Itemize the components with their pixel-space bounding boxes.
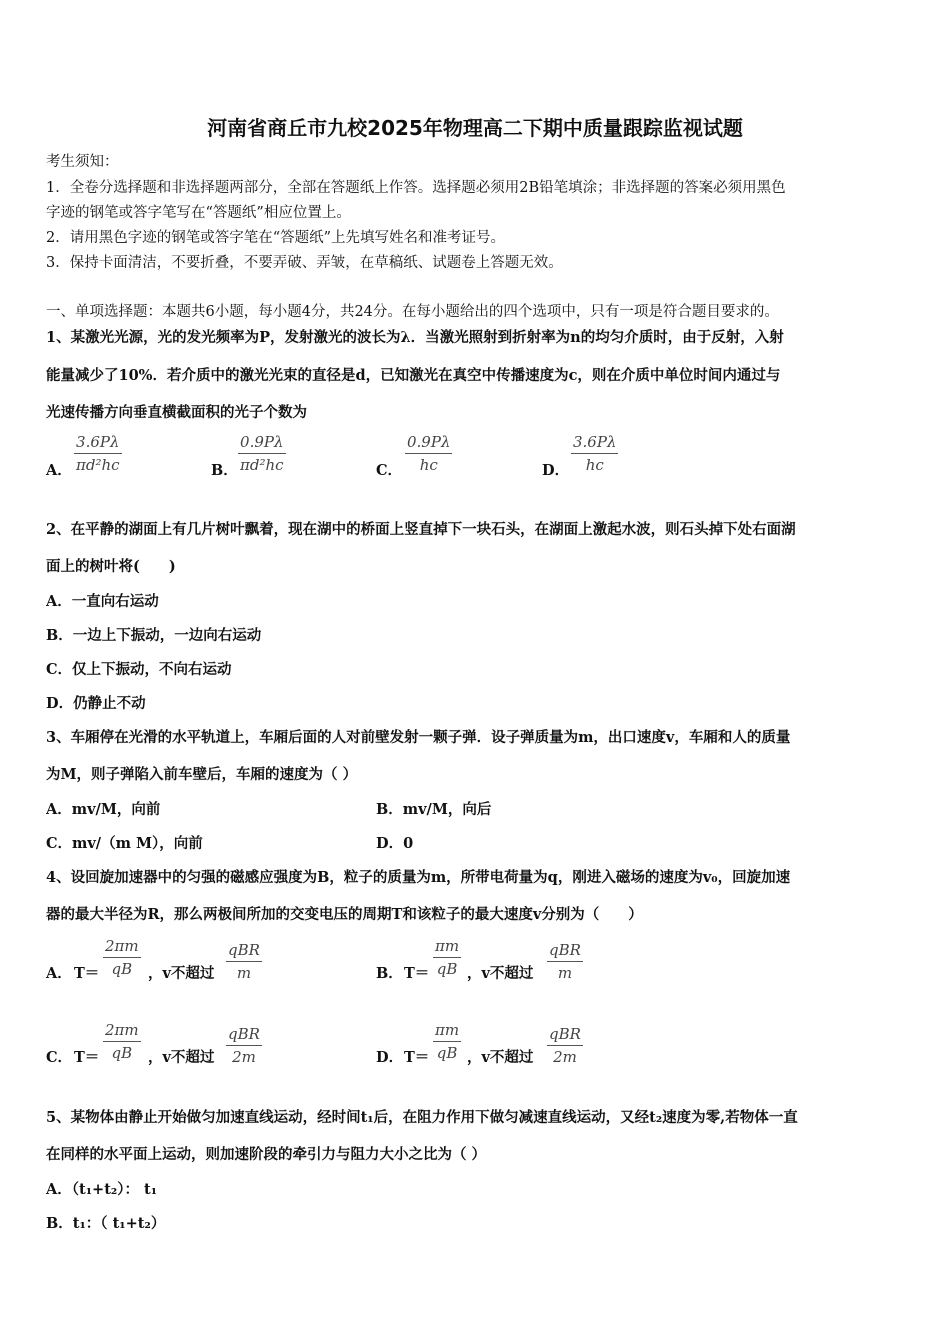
page-title: 河南省商丘市九校2025年物理高二下期中质量跟踪监视试题 bbox=[207, 116, 743, 140]
q3-option: B．mv/M，向后 bbox=[376, 801, 492, 818]
notice-item: 3．保持卡面清洁，不要折叠，不要弄破、弄皱，在草稿纸、试题卷上答题无效。 bbox=[46, 255, 563, 271]
q4-option-d-velocity: qBR 2m bbox=[549, 1025, 581, 1066]
q4-option-a-velocity: qBR m bbox=[228, 941, 260, 982]
q4-t-label: T＝ bbox=[74, 965, 100, 982]
q4-v-label: ，v不超过 bbox=[148, 1049, 215, 1066]
q1-option-label: B． bbox=[211, 462, 238, 479]
q2-option: C．仅上下振动，不向右运动 bbox=[46, 661, 232, 678]
q2-stem-line: 2、在平静的湖面上有几片树叶飘着，现在湖中的桥面上竖直掉下一块石头，在湖面上激起水波，则石头掉下处右面湖 bbox=[46, 521, 796, 538]
q4-option-b-velocity: qBR m bbox=[549, 941, 581, 982]
notice-heading: 考生须知： bbox=[46, 154, 119, 170]
q1-option-a-formula: 3.6Pλ πd²hc bbox=[76, 433, 120, 474]
q1-option-label: A． bbox=[46, 462, 72, 479]
q4-stem-line: 器的最大半径为R，那么两极间所加的交变电压的周期T和该粒子的最大速度v分别为（ ） bbox=[46, 906, 643, 923]
q5-stem-line: 5、某物体由静止开始做匀加速直线运动，经时间t₁后，在阻力作用下做匀减速直线运动，又经t₂速度为零,若物体一直 bbox=[46, 1109, 798, 1126]
notice-item: 2．请用黑色字迹的钢笔或答字笔在“答题纸”上先填写姓名和准考证号。 bbox=[46, 230, 506, 246]
q4-t-label: T＝ bbox=[74, 1049, 100, 1066]
q1-option-label: D． bbox=[542, 462, 570, 479]
q2-option: A．一直向右运动 bbox=[46, 593, 159, 610]
q4-t-label: T＝ bbox=[404, 1049, 430, 1066]
q4-stem-line: 4、设回旋加速器中的匀强的磁感应强度为B，粒子的质量为m，所带电荷量为q，刚进入磁场的速度为v₀，回旋加速 bbox=[46, 869, 791, 886]
q3-stem-line: 为M，则子弹陷入前车壁后，车厢的速度为（ ） bbox=[46, 766, 358, 783]
q4-v-label: ，v不超过 bbox=[148, 965, 215, 982]
q4-option-label: C． bbox=[46, 1049, 73, 1066]
q4-option-a-period: 2πm qB bbox=[105, 937, 139, 978]
q1-stem-line: 光速传播方向垂直横截面积的光子个数为 bbox=[46, 404, 307, 421]
q4-option-c-period: 2πm qB bbox=[105, 1021, 139, 1062]
q4-v-label: ，v不超过 bbox=[467, 1049, 534, 1066]
q3-option: C．mv/（m M），向前 bbox=[46, 835, 203, 852]
q4-v-label: ，v不超过 bbox=[467, 965, 534, 982]
notice-item: 字迹的钢笔或答字笔写在“答题纸”相应位置上。 bbox=[46, 205, 351, 221]
q4-option-c-velocity: qBR 2m bbox=[228, 1025, 260, 1066]
q5-stem-line: 在同样的水平面上运动，则加速阶段的牵引力与阻力大小之比为（ ） bbox=[46, 1146, 487, 1163]
q5-option: A．（t₁+t₂）： t₁ bbox=[46, 1181, 158, 1198]
q4-option-label: B． bbox=[376, 965, 403, 982]
q3-option: D．0 bbox=[376, 835, 414, 852]
q1-stem-line: 能量减少了10%．若介质中的激光光束的直径是d，已知激光在真空中传播速度为c，则在介质中单位时间内通过与 bbox=[46, 367, 781, 384]
q4-option-label: A． bbox=[46, 965, 72, 982]
notice-item: 1．全卷分选择题和非选择题两部分，全部在答题纸上作答。选择题必须用2B铅笔填涂；非选择题的答案必须用黑色 bbox=[46, 180, 786, 196]
q4-option-b-period: πm qB bbox=[435, 937, 460, 978]
q1-option-label: C． bbox=[376, 462, 403, 479]
section-heading: 一、单项选择题：本题共6小题，每小题4分，共24分。在每小题给出的四个选项中，只有一项是符合题目要求的。 bbox=[46, 304, 779, 320]
q2-option: B．一边上下振动，一边向右运动 bbox=[46, 627, 262, 644]
q5-option: B．t₁：（ t₁+t₂） bbox=[46, 1215, 166, 1232]
q1-option-b-formula: 0.9Pλ πd²hc bbox=[240, 433, 284, 474]
q4-t-label: T＝ bbox=[404, 965, 430, 982]
q2-option: D．仍静止不动 bbox=[46, 695, 146, 712]
q3-stem-line: 3、车厢停在光滑的水平轨道上，车厢后面的人对前壁发射一颗子弹．设子弹质量为m，出口速度v，车厢和人的质量 bbox=[46, 729, 791, 746]
q1-option-c-formula: 0.9Pλ hc bbox=[407, 433, 451, 474]
q2-stem-line: 面上的树叶将( ) bbox=[46, 558, 176, 575]
q4-option-label: D． bbox=[376, 1049, 404, 1066]
q4-option-d-period: πm qB bbox=[435, 1021, 460, 1062]
q3-option: A．mv/M，向前 bbox=[46, 801, 161, 818]
q1-stem-line: 1、某激光光源，光的发光频率为P，发射激光的波长为λ．当激光照射到折射率为n的均匀介质时，由于反射，入射 bbox=[46, 329, 784, 346]
q1-option-d-formula: 3.6Pλ hc bbox=[573, 433, 617, 474]
